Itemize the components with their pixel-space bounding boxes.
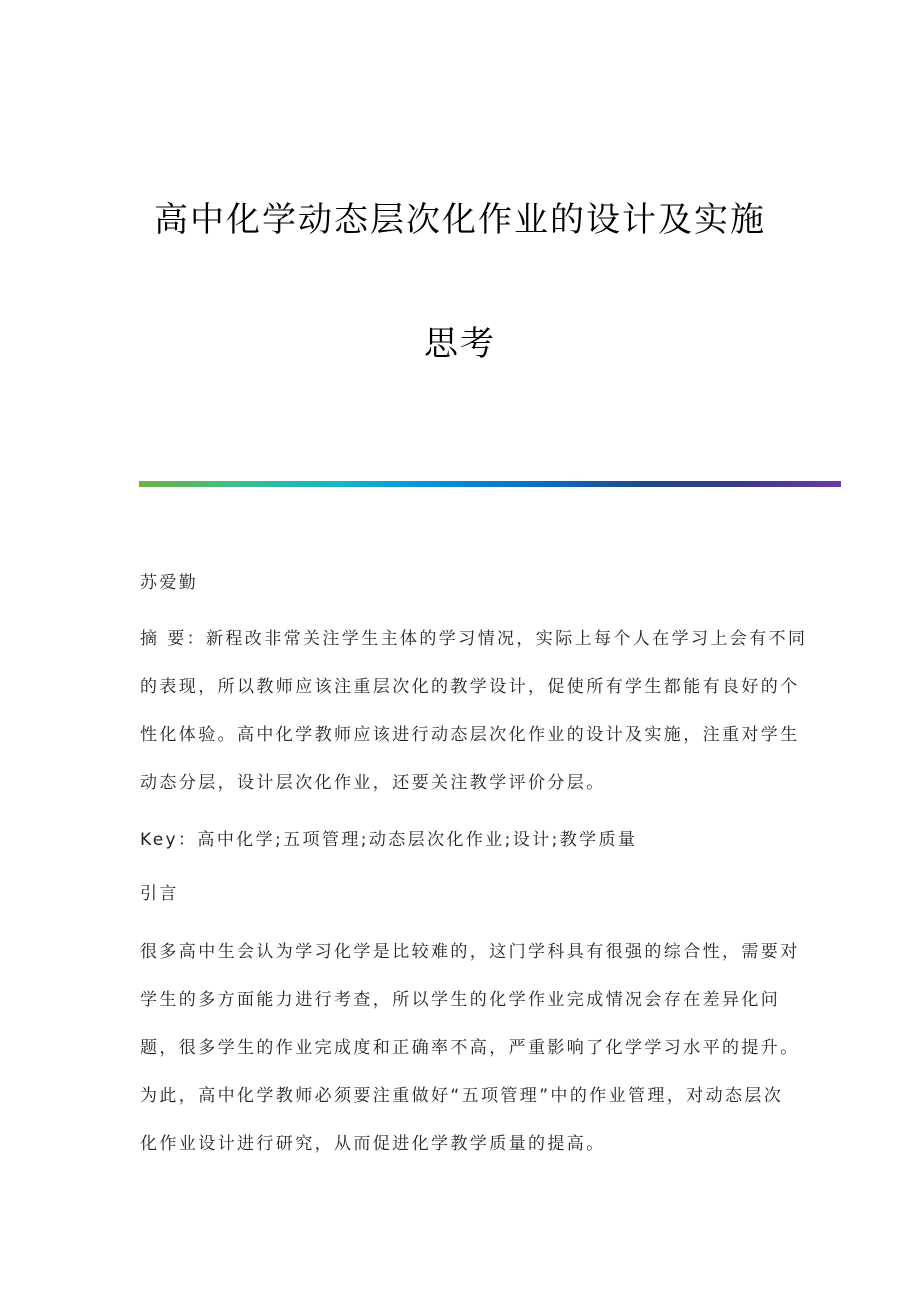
keywords: Key：高中化学;五项管理;动态层次化作业;设计;教学质量: [140, 830, 638, 850]
author-name: 苏爱勤: [140, 573, 199, 593]
body-line-1: 很多高中生会认为学习化学是比较难的，这门学科具有很强的综合性，需要对: [140, 942, 800, 962]
document-title-line-2: 思考: [424, 324, 496, 364]
document-title-line-1: 高中化学动态层次化作业的设计及实施: [154, 200, 766, 240]
abstract-line-1: 摘 要：新程改非常关注学生主体的学习情况，实际上每个人在学习上会有不同: [140, 629, 808, 649]
abstract-line-4: 动态分层，设计层次化作业，还要关注教学评价分层。: [140, 773, 606, 793]
gradient-divider: [139, 481, 841, 487]
section-heading-introduction: 引言: [140, 884, 179, 904]
body-line-3: 题，很多学生的作业完成度和正确率不高，严重影响了化学学习水平的提升。: [140, 1038, 800, 1058]
abstract-line-2: 的表现，所以教师应该注重层次化的教学设计，促使所有学生都能有良好的个: [140, 677, 800, 697]
body-line-4: 为此，高中化学教师必须要注重做好“五项管理”中的作业管理，对动态层次: [140, 1086, 784, 1106]
body-line-5: 化作业设计进行研究，从而促进化学教学质量的提高。: [140, 1134, 606, 1154]
abstract-line-3: 性化体验。高中化学教师应该进行动态层次化作业的设计及实施，注重对学生: [140, 725, 800, 745]
body-line-2: 学生的多方面能力进行考查，所以学生的化学作业完成情况会存在差异化问: [140, 990, 781, 1010]
